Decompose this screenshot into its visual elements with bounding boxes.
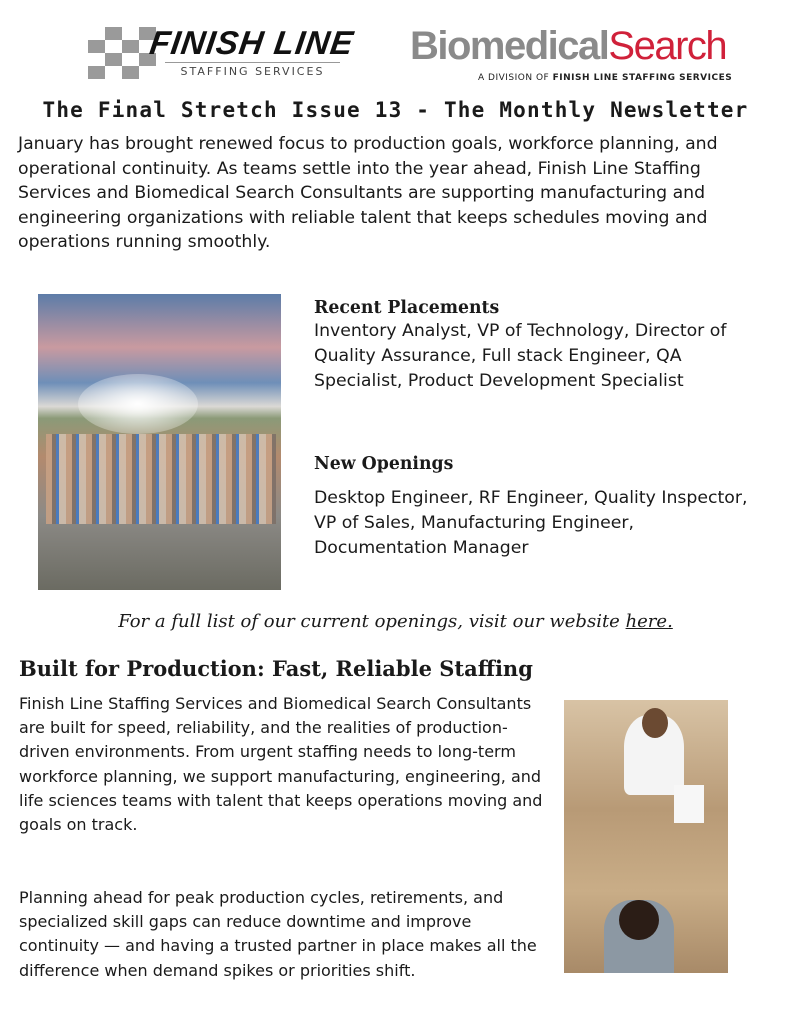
- placements-text: Inventory Analyst, VP of Technology, Director of Quality Assurance, Full stack Engineer, QA Specialist, Product Development Specialist: [314, 321, 727, 391]
- openings-cta: [0, 611, 791, 632]
- logo-red: Search: [608, 24, 727, 68]
- cta-text: For a full list of our current openings, visit our website: [118, 611, 626, 632]
- sub-bold: FINISH LINE STAFFING SERVICES: [552, 73, 733, 83]
- openings-heading: New Openings: [314, 454, 454, 474]
- section-paragraph-1: Finish Line Staffing Services and Biomedical Search Consultants are built for speed, reliability, and the realities of production-driven environments. From urgent staffing needs to long-term workforce planning, we support manufacturing, engineering, and life sciences teams with talent that keeps operations moving and goals on track.: [19, 694, 543, 835]
- openings-text: Desktop Engineer, RF Engineer, Quality Inspector, VP of Sales, Manufacturing Engineer, Documentation Manager: [314, 488, 748, 558]
- sub-prefix: A DIVISION OF: [478, 73, 550, 83]
- newsletter-title: The Final Stretch Issue 13 - The Monthly Newsletter: [42, 98, 749, 122]
- section-paragraph-2: Planning ahead for peak production cycles, retirements, and specialized skill gaps can reduce downtime and improve continuity — and having a trusted partner in place makes all the difference when demand spikes or priorities shift.: [19, 888, 537, 980]
- industrial-plant-image: [38, 294, 281, 590]
- website-link[interactable]: here.: [625, 611, 673, 632]
- section-heading: Built for Production: Fast, Reliable Staffing: [19, 656, 533, 681]
- logo-gray: Biomedical: [410, 24, 609, 68]
- finish-line-logo-sub: STAFFING SERVICES: [165, 62, 340, 78]
- placements-heading: Recent Placements: [314, 298, 500, 318]
- biomedical-search-logo: [410, 24, 726, 69]
- intro-paragraph: January has brought renewed focus to production goals, workforce planning, and operational continuity. As teams settle into the year ahead, Finish Line Staffing Services and Biomedical Search Consultants are supporting manufacturing and engineering organizations with reliable talent that keeps schedules moving and operations running smoothly.: [18, 134, 718, 252]
- biomedical-logo-sub: [478, 73, 732, 83]
- finish-line-logo: FINISH LINE: [147, 24, 357, 61]
- handshake-meeting-image: [564, 700, 728, 973]
